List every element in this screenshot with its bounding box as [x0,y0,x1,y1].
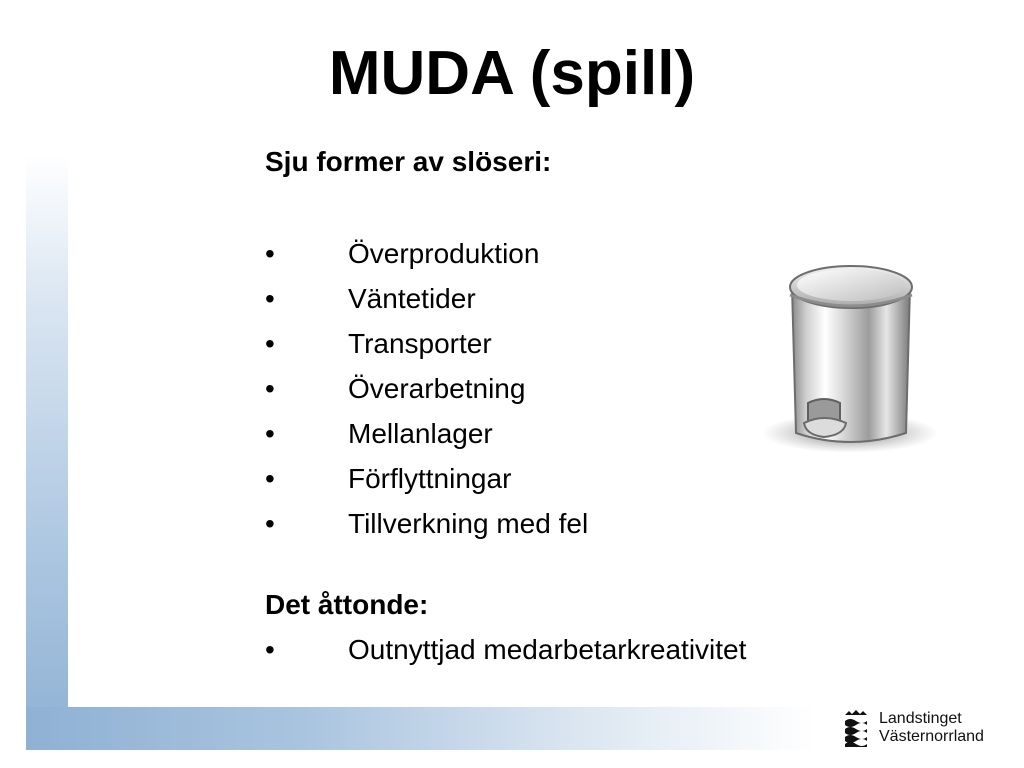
slide-title: MUDA (spill) [328,39,696,108]
list-item-text: Förflyttningar [348,463,512,494]
list-item-text: Mellanlager [348,418,493,449]
bullet: • [265,283,275,314]
bullet: • [265,373,275,404]
list-item-text: Överarbetning [348,373,526,404]
list-item [265,456,885,501]
list-item-text: Väntetider [348,283,476,314]
decorative-frame-vertical [26,155,68,750]
list-heading: Sju former av slöseri: [265,146,552,177]
list-item-text: Överproduktion [348,238,540,269]
waves-crown-logo-icon [843,709,869,747]
list-item [265,627,885,672]
bullet: • [265,418,275,449]
bullet: • [265,508,275,539]
list-item [265,501,885,546]
eighth-heading: Det åttonde: [265,589,429,620]
logo-line-1: Landstinget [879,710,962,727]
logo-line-2: Västernorrland [879,728,984,745]
list-item-text: Tillverkning med fel [348,508,589,539]
bullet: • [265,238,275,269]
list-item-text: Outnyttjad medarbetarkreativitet [348,634,747,665]
logo-text [879,710,984,746]
bullet: • [265,328,275,359]
pedal-trash-bin-icon [760,255,940,460]
decorative-frame-horizontal [26,707,816,750]
bullet: • [265,463,275,494]
bullet: • [265,634,275,665]
organization-logo [843,708,1013,748]
list-item-text: Transporter [348,328,492,359]
